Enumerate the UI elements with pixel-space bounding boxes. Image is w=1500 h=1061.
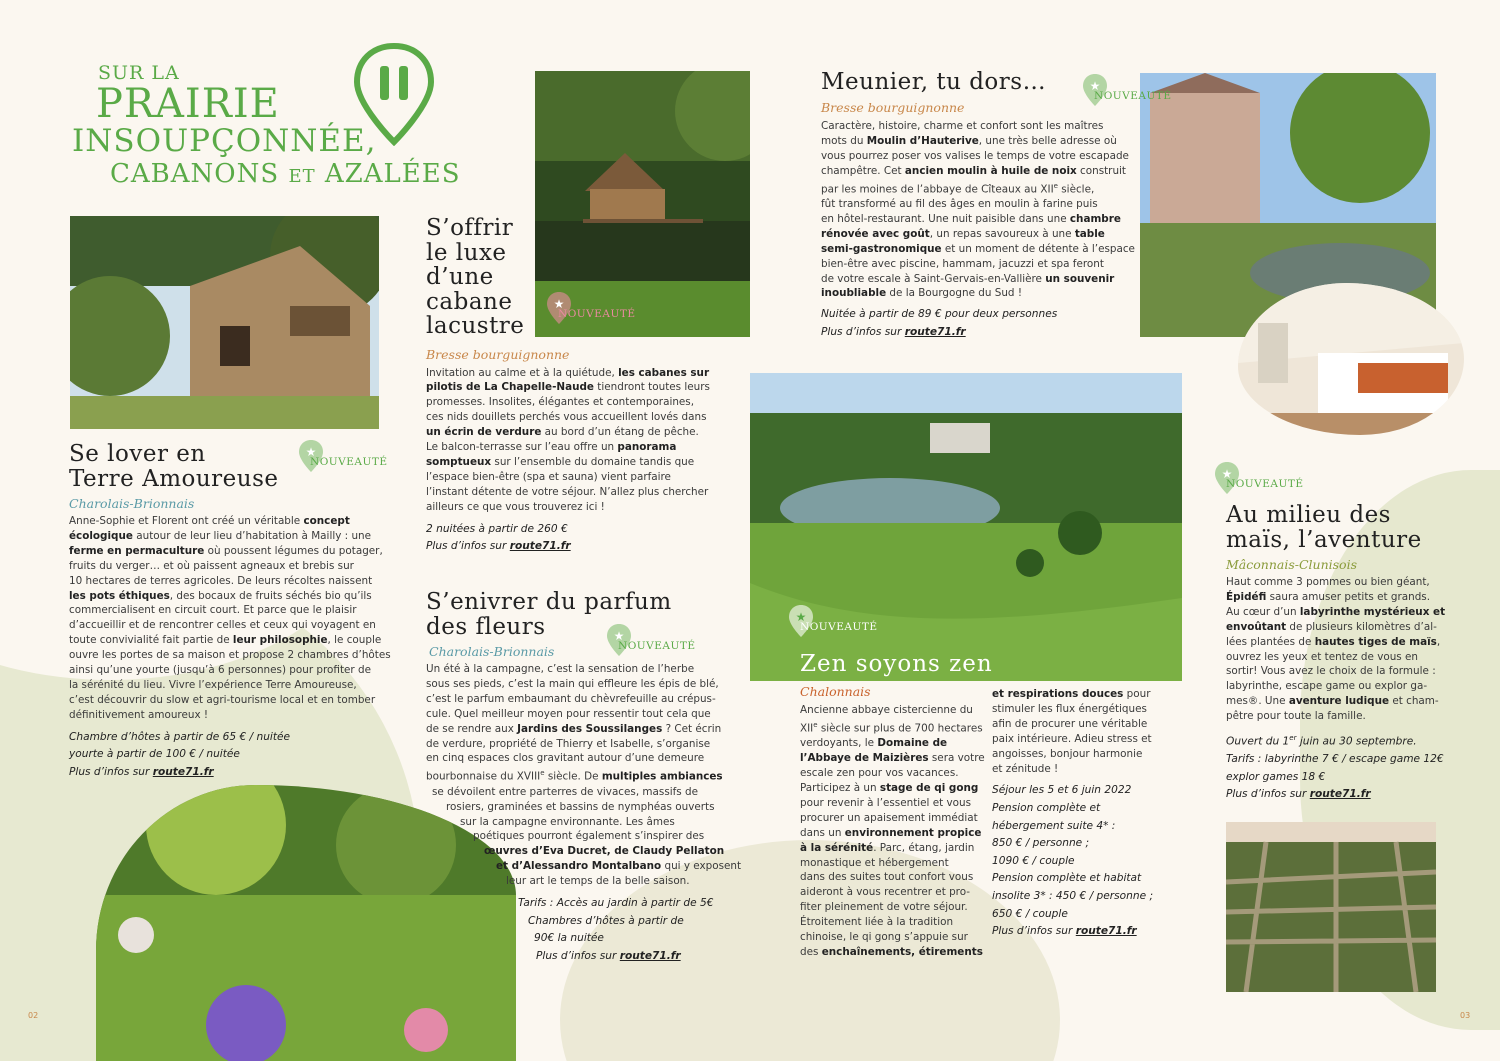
article-body-col-1: Ancienne abbaye cistercienne du XIIe siècle sur plus de 700 hectares verdoyants, le Domaine de l’Abbaye de Maizières sera votre escale zen pour vos vacances. Participez à un stage de qi gong pour revenir à l’essentiel et vous procurer un apaisement immédiat dans un environnement propice à la sérénité. Parc, étang, jardin monastique et hébergement dans des suites tout confort vous aideront à vous recentrer et pro- fiter pleinement de votre séjour. Étroitement liée à la tradition chinoise, le qi gong s’appuie sur des enchaînements, étirements [800,704,985,958]
route71-link[interactable]: route71.fr [509,540,571,553]
article-body: Anne-Sophie et Florent ont créé un véritable concept écologique autour de leur lieu d’habitation à Mailly : une ferme en permaculture où poussent légumes du potager, fruits du verger… et où paissent agneaux et brebis sur 10 hectares de terres agricoles. De leurs récoltes naissent les pots éthiques, des bocaux de fruits séchés bio qu’ils commercialisent en circuit court. Et parce que le plaisir d’accueillir et de rencontrer celles et ceux qui voyagent en toute convivialité fait partie de leur philosophie, le couple ouvre les portes de sa maison et propose 2 chambres d’hôtes ainsi qu’une yourte (jusqu’à 6 personnes) pour profiter de la sérénité du lieu. Vivre l’expérience Terre Amoureuse, c’est découvrir du slow et agri-tourisme local et en tomber définitivement amoureux ! [69,515,391,721]
svg-text:★: ★ [613,629,625,643]
svg-text:★: ★ [553,297,565,311]
title-line-1: Se lover en [69,441,206,467]
route71-link[interactable]: route71.fr [1309,788,1371,801]
badge-label: NOUVEAUTÉ [618,640,696,652]
route71-link[interactable]: route71.fr [1075,925,1137,938]
heading-word-et: ET [288,166,316,187]
article-zen [800,684,1190,960]
page-number-right: 03 [1460,1011,1471,1020]
heading-line-4 [110,158,492,193]
photo-labyrinthe-mais [1226,822,1436,992]
badge-nouveaute-mais [1214,460,1304,496]
svg-text:★: ★ [1221,467,1233,481]
badge-label: NOUVEAUTÉ [310,456,388,468]
badge-label: NOUVEAUTÉ [800,621,878,633]
article-info: 2 nuitées à partir de 260 € Plus d’infos sur route71.fr [426,522,571,553]
article-title: Meunier, tu dors… [821,69,1047,95]
article-body: Haut comme 3 pommes ou bien géant, Épidéfi saura amuser petits et grands. Au cœur d’un labyrinthe mystérieux et envoûtant de plusieurs kilomètres d’al- lées plantées de hautes tiges de maïs, ouvrez les yeux et tentez de vous en sortir! Vous avez le choix de la formule : labyrinthe, escape game ou explor ga- mes®. Une aventure ludique et cham- pêtre pour toute la famille. [1226,576,1446,723]
article-region: Mâconnais-Clunisois [1226,557,1357,572]
article-body: Invitation au calme et à la quiétude, les cabanes sur pilotis de La Chapelle-Naude tiendront toutes leurs promesses. Insolites, élégantes et contemporaines, ces nids douillets perchés vous accueillent lovés dans un écrin de verdure au bord d’un étang de pêche. Le balcon-terrasse sur l’eau offre un panorama somptueux sur l’ensemble du domaine tandis que l’espace bien-être (spa et sauna) vient parfaire l’instant détente de votre séjour. N’allez plus chercher ailleurs ce que vous trouverez ici ! [426,366,710,513]
article-body-col-2: et respirations douces pour stimuler les flux énergétiques afin de procurer une véritable paix intérieure. Adieu stress et angoisses, bonjour harmonie et zénitude ! [992,688,1152,775]
article-region: Charolais-Brionnais [429,644,555,659]
photo-terre-amoureuse-house [70,216,379,429]
title-line-2: Terre Amoureuse [69,466,279,492]
heading-line-2: PRAIRIE [96,81,280,127]
article-parfum-fleurs [426,589,742,965]
route71-link[interactable]: route71.fr [904,325,966,338]
article-col-2 [992,687,1172,960]
article-info: Nuitée à partir de 89 € pour deux personnes Plus d’infos sur route71.fr [821,308,1058,338]
route71-link[interactable]: route71.fr [619,949,681,962]
page-number-left: 02 [28,1011,39,1020]
heading-line-3: INSOUPÇONNÉE, [72,123,377,159]
article-milieu-mais [1226,503,1456,804]
article-region: Chalonnais [800,684,871,699]
svg-text:★: ★ [305,445,317,459]
article-terre-amoureuse [69,442,399,781]
badge-label: NOUVEAUTÉ [1226,478,1304,490]
article-title [69,442,399,492]
heading-line-1: SUR LA [98,62,180,84]
heading-word-azalees: AZALÉES [324,159,461,189]
badge-label: NOUVEAUTÉ [558,308,636,320]
article-title: S’offrir le luxe d’une cabane lacustre [426,215,525,339]
article-info: Tarifs : Accès au jardin à partir de 5€ Chambres d’hôtes à partir de 90€ la nuitée Plus d’infos sur route71.fr [518,897,714,962]
article-cabane-lacustre [426,216,716,556]
article-title: Au milieu des maïs, l’aventure [1226,502,1422,553]
heading-word-cabanons: CABANONS [110,159,280,189]
article-body: Caractère, histoire, charme et confort sont les maîtres mots du Moulin d’Hauterive, une très belle adresse où vous pourrez poser vos valises le temps de votre escapade champêtre. Cet ancien moulin à huile de noix construit par les moines de l’abbaye de Cîteaux au XIIe siècle, fût transformé au fil des âges en moulin à farine puis en hôtel-restaurant. Une nuit paisible dans une chambre rénovée avec goût, un repas savoureux à une table semi-gastronomique et un moment de détente à l’espace bien-être avec piscine, hammam, jacuzzi et spa feront de votre escale à Saint-Gervais-en-Vallière un souvenir inoubliable de la Bourgogne du Sud ! [821,120,1135,300]
badge-nouveaute-zen [788,603,878,639]
article-title: S’enivrer du parfum des fleurs [426,589,672,640]
map-pin-pause-icon [352,42,436,146]
article-info: Séjour les 5 et 6 juin 2022 Pension complète et hébergement suite 4* : 850 € / personne ; 1090 € / couple Pension complète et habitat insolite 3* : 450 € / personne ; 650 € / couple Plus d’infos sur route71.fr [992,784,1154,938]
article-info: Ouvert du 1er juin au 30 septembre. Tarifs : labyrinthe 7 € / escape game 12€ explor games 18 € Plus d’infos sur route71.fr [1226,734,1444,801]
article-region: Charolais-Brionnais [69,496,195,511]
svg-text:★: ★ [1089,79,1101,93]
svg-text:★: ★ [795,610,807,624]
route71-link[interactable]: route71.fr [152,765,214,778]
article-body: Un été à la campagne, c’est la sensation de l’herbe sous ses pieds, c’est la main qui effleure les épis de blé, c’est le parfum embaumant du chèvrefeuille au crépus- cule. Quel meilleur moyen pour ressentir tout cela que de se rendre aux Jardins des Soussilanges ? Cet écrin de verdure, propriété de Thierry et Isabelle, s’organise en cinq espaces clos gravitant autour d’une demeure bourbonnaise du XVIIIe siècle. De multiples ambiances se dévoilent entre parterres de vivaces, massifs de rosiers, graminées et bassins de nymphéas ouverts sur la campagne environnante. Les âmes poétiques pourront également s’inspirer des œuvres d’Eva Ducret, de Claudy Pellaton et d’Alessandro Montalbano qui y exposent leur art le temps de la belle saison. [426,663,742,888]
photo-moulin-bedroom [1238,283,1464,435]
article-info: Chambre d’hôtes à partir de 65 € / nuitée yourte à partir de 100 € / nuitée Plus d’infos sur route71.fr [69,730,291,778]
badge-label: NOUVEAUTÉ [1094,90,1172,102]
article-zen-title: Zen soyons zen [800,651,993,677]
article-region: Bresse bourguignonne [426,346,570,362]
article-region: Bresse bourguignonne [821,100,965,115]
